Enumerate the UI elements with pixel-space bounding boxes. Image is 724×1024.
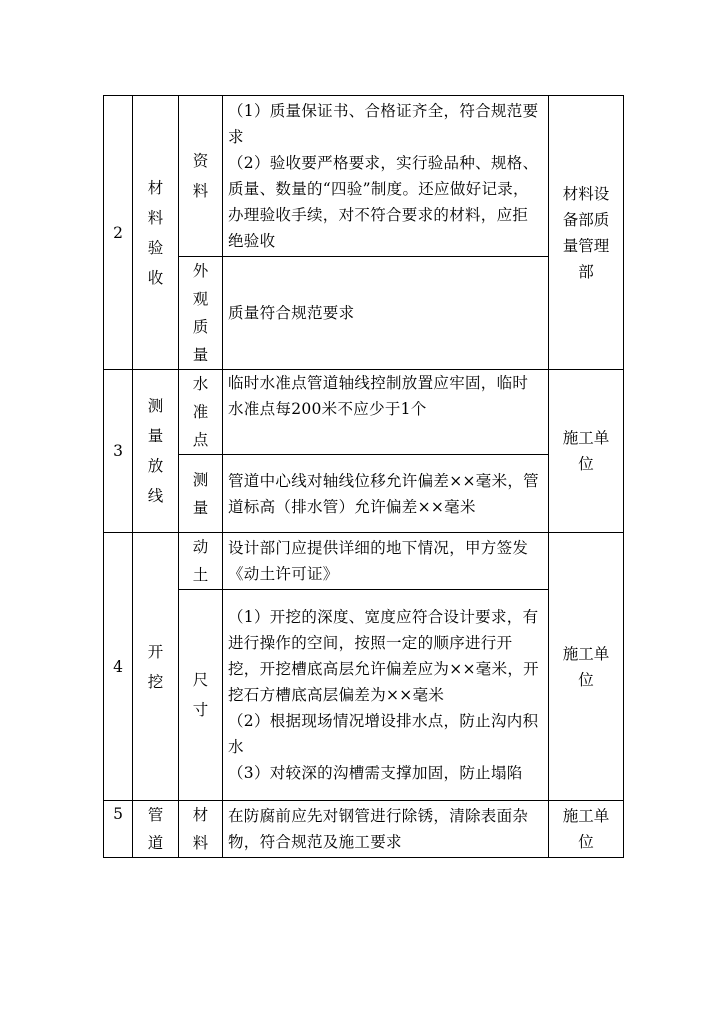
row-number: 5 (104, 801, 133, 858)
table-row (104, 257, 624, 370)
sub-item: 动土 (179, 533, 223, 590)
requirement-cell (223, 96, 549, 257)
requirement-cell (223, 455, 549, 533)
item-name: 管道 (133, 801, 179, 858)
sub-item: 外观质量 (179, 257, 223, 370)
requirement-line: 设计部门应提供详细的地下情况，甲方签发《动土许可证》 (228, 539, 529, 583)
sub-item: 测量 (179, 455, 223, 533)
requirement-cell (223, 370, 549, 455)
requirement-line: 在防腐前应先对钢管进行除锈，清除表面杂物，符合规范及施工要求 (228, 807, 529, 851)
requirement-cell (223, 257, 549, 370)
table-row (104, 801, 624, 858)
requirement-line: 临时水准点管道轴线控制放置应牢固，临时水准点每200米不应少于1个 (228, 374, 529, 418)
sub-item: 资料 (179, 96, 223, 257)
sub-item: 水准点 (179, 370, 223, 455)
requirement-line: （1）质量保证书、合格证齐全，符合规范要求 (228, 102, 539, 146)
requirement-line: （3）对较深的沟槽需支撑加固，防止塌陷 (228, 764, 523, 782)
requirement-cell (223, 801, 549, 858)
table-row (104, 590, 624, 801)
table-row (104, 455, 624, 533)
table-row (104, 370, 624, 455)
inspection-table (103, 95, 624, 858)
requirement-line: 质量符合规范要求 (228, 304, 355, 322)
requirement-line: （2）根据现场情况增设排水点，防止沟内积水 (228, 712, 539, 756)
responsible-dept: 施工单位 (549, 370, 624, 533)
item-name: 测量放线 (133, 370, 179, 533)
sub-item: 尺寸 (179, 590, 223, 801)
responsible-dept: 施工单位 (549, 801, 624, 858)
requirement-cell (223, 533, 549, 590)
requirement-line: （2）验收要严格要求，实行验品种、规格、质量、数量的“四验”制度。还应做好记录，办理验收手续，对不符合要求的材料，应拒绝验收 (228, 154, 539, 250)
requirement-cell (223, 590, 549, 801)
table-row (104, 96, 624, 257)
table-row (104, 533, 624, 590)
responsible-dept: 施工单位 (549, 533, 624, 801)
requirement-line: （1）开挖的深度、宽度应符合设计要求，有进行操作的空间，按照一定的顺序进行开挖，开挖槽底高层允许偏差应为××毫米，开挖石方槽底高层偏差为××毫米 (228, 608, 539, 704)
responsible-dept: 材料设备部质量管理部 (549, 96, 624, 370)
row-number: 2 (104, 96, 133, 370)
item-name: 材料验收 (133, 96, 179, 370)
requirement-line: 管道中心线对轴线位移允许偏差××毫米，管道标高（排水管）允许偏差××毫米 (228, 471, 539, 516)
sub-item: 材料 (179, 801, 223, 858)
item-name: 开挖 (133, 533, 179, 801)
row-number: 4 (104, 533, 133, 801)
row-number: 3 (104, 370, 133, 533)
